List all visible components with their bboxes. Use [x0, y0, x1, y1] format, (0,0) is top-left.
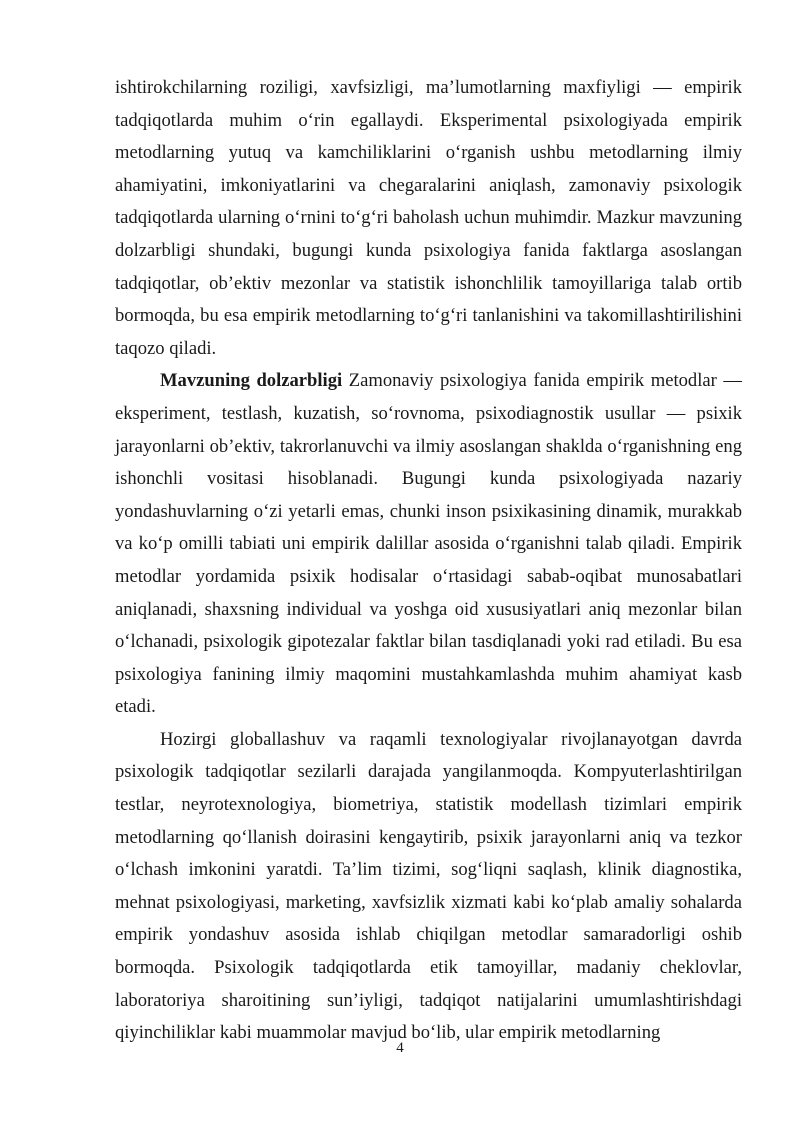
paragraph-1-text: ishtirokchilarning roziligi, xavfsizligi, ma’lumotlarning maxfiyligi — empirik tadqiqotlarda muhim o‘rin egallaydi. Eksperimental psixologiyada empirik metodlarning yutuq va kamchiliklarini o‘rganish ushbu metodlarning ilmiy ahamiyatini, imkoniyatlarini va chegaralarini aniqlash, zamonaviy psixologik tadqiqotlarda ularning o‘rnini to‘g‘ri baholash uchun muhimdir. Mazkur mavzuning dolzarbligi shundaki, bugungi kunda psixologiya fanida faktlarga asoslangan tadqiqotlar, ob’ektiv mezonlar va statistik ishonchlilik tamoyillariga talab ortib bormoqda, bu esa empirik metodlarning to‘g‘ri tanlanishini va takomillashtirilishini taqozo qiladi. [115, 77, 742, 359]
section-heading: Mavzuning dolzarbligi [160, 370, 343, 392]
page-number: 4 [396, 1040, 404, 1056]
paragraph-2 [115, 365, 742, 724]
paragraph-3-text: Hozirgi globallashuv va raqamli texnologiyalar rivojlanayotgan davrda psixologik tadqiqotlar sezilarli darajada yangilanmoqda. Kompyuterlashtirilgan testlar, neyrotexnologiya, biometriya, statistik modellash tizimlari empirik metodlarning qo‘llanish doirasini kengaytirib, psixik jarayonlarni aniq va tezkor o‘lchash imkonini yaratdi. Ta’lim tizimi, sog‘liqni saqlash, klinik diagnostika, mehnat psixologiyasi, marketing, xavfsizlik xizmati kabi ko‘plab amaliy sohalarda empirik yondashuv asosida ishlab chiqilgan metodlar samaradorligi oshib bormoqda. Psixologik tadqiqotlarda etik tamoyillar, madaniy cheklovlar, laboratoriya sharoitining sun’iyligi, tadqiqot natijalarini umumlashtirishdagi qiyinchiliklar kabi muammolar mavjud bo‘lib, ular empirik metodlarning [115, 728, 742, 1044]
paragraph-2-text: Zamonaviy psixologiya fanida empirik metodlar — eksperiment, testlash, kuzatish, so‘rovnoma, psixodiagnostik usullar — psixik jarayonlarni ob’ektiv, takrorlanuvchi va ilmiy asoslangan shaklda o‘rganishning eng ishonchli vositasi hisoblanadi. Bugungi kunda psixologiyada nazariy yondashuvlarning o‘zi yetarli emas, chunki inson psixikasining dinamik, murakkab va ko‘p omilli tabiati uni empirik dalillar asosida o‘rganishni talab qiladi. Empirik metodlar yordamida psixik hodisalar o‘rtasidagi sabab-oqibat munosabatlari aniqlanadi, shaxsning individual va yoshga oid xususiyatlari aniq mezonlar bilan o‘lchanadi, psixologik gipotezalar faktlar bilan tasdiqlanadi yoki rad etiladi. Bu esa psixologiya fanining ilmiy maqomini mustahkamlashda muhim ahamiyat kasb etadi. [115, 370, 742, 718]
body-text [115, 72, 742, 1050]
paragraph-3 [115, 724, 742, 1050]
paragraph-1 [115, 72, 742, 365]
